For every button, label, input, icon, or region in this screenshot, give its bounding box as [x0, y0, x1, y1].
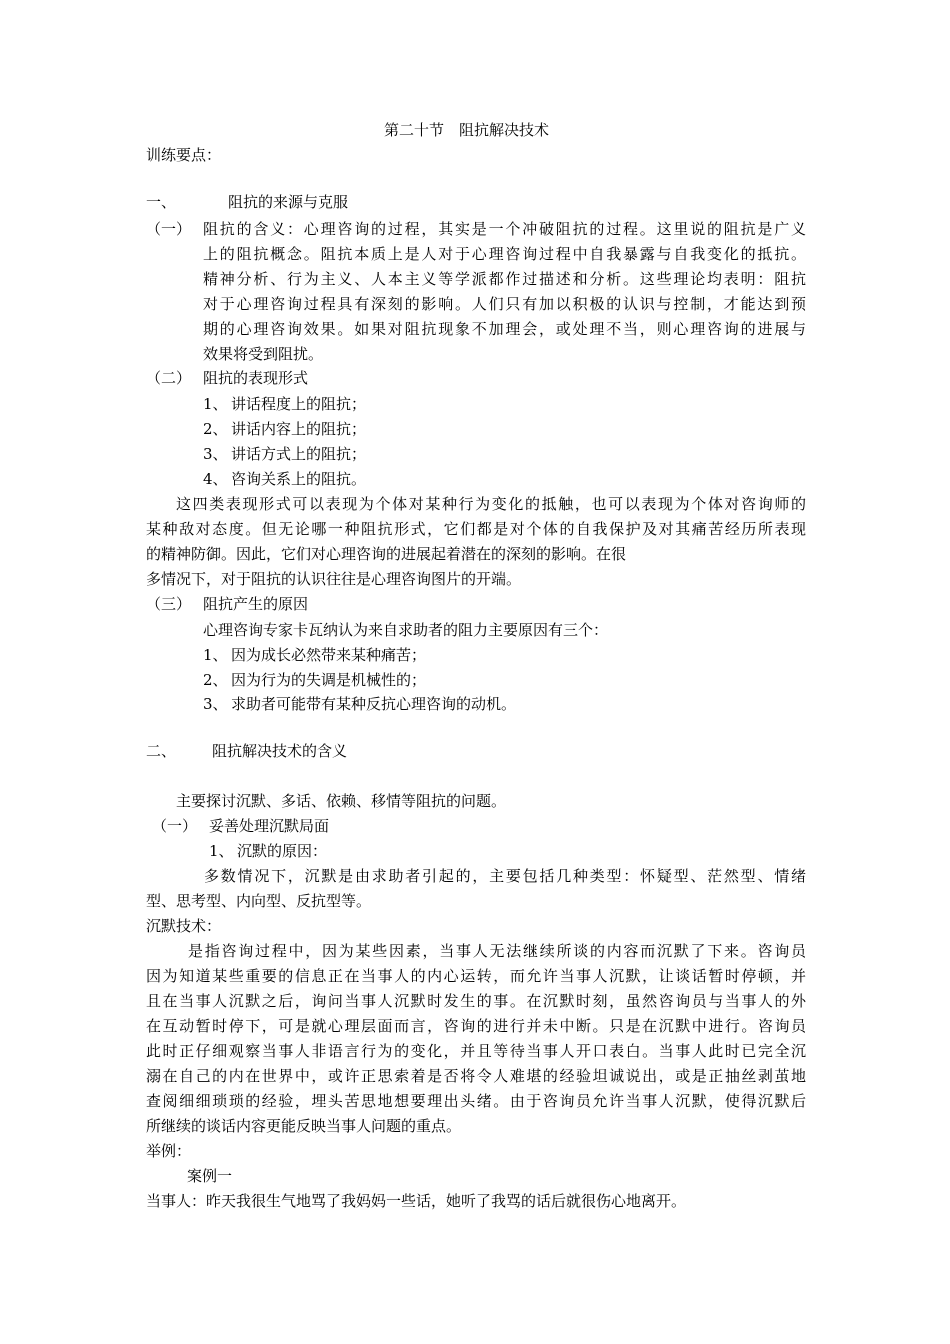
case-label: 案例一	[187, 1167, 233, 1185]
list-item-number: 1、	[209, 842, 234, 860]
paragraph-line: 某种敌对态度。但无论哪一种阻抗形式，它们都是对个体的自我保护及对其痛苦经历所表现	[146, 520, 806, 538]
subsection-2-1-number: （一）	[152, 817, 198, 835]
list-item-number: 3、	[203, 695, 228, 713]
list-item: 讲话程度上的阻抗；	[231, 395, 367, 413]
paragraph-line: 在互动暂时停下，可是就心理层面而言，咨询的进行并未中断。只是在沉默中进行。咨询员	[146, 1017, 806, 1035]
paragraph-line: 查阅细细琐琐的经验，埋头苦思地想要理出头绪。由于咨询员允许当事人沉默，使得沉默后	[146, 1092, 806, 1110]
paragraph-line: 多数情况下，沉默是由求助者引起的，主要包括几种类型：怀疑型、茫然型、情绪	[204, 867, 806, 885]
list-item: 讲话内容上的阻抗；	[231, 420, 367, 438]
paragraph-line: 型、思考型、内向型、反抗型等。	[146, 892, 372, 910]
cause-intro: 心理咨询专家卡瓦纳认为来自求助者的阻力主要原因有三个：	[203, 621, 609, 639]
list-item-number: 4、	[203, 470, 228, 488]
list-item: 求助者可能带有某种反抗心理咨询的动机。	[231, 695, 517, 713]
paragraph-line: 精神分析、行为主义、人本主义等学派都作过描述和分析。这些理论均表明：阻抗	[203, 270, 806, 288]
paragraph-line: 此时正仔细观察当事人非语言行为的变化，并且等待当事人开口表白。当事人此时已完全沉	[146, 1042, 806, 1060]
paragraph-line: 溺在自己的内在世界中，或许正思索着是否将令人难堪的经验坦诚说出，或是正抽丝剥茧地	[146, 1067, 806, 1085]
list-item: 讲话方式上的阻抗；	[231, 445, 367, 463]
list-item-number: 1、	[203, 395, 228, 413]
list-item: 因为行为的失调是机械性的；	[231, 671, 427, 689]
paragraph-line: 期的心理咨询效果。如果对阻抗现象不加理会，或处理不当，则心理咨询的进展与	[203, 320, 806, 338]
paragraph-line: 多情况下，对于阻抗的认识往往是心理咨询图片的开端。	[146, 570, 522, 588]
example-label: 举例：	[146, 1142, 192, 1160]
list-item: 沉默的原因：	[237, 842, 328, 860]
list-item: 因为成长必然带来某种痛苦；	[231, 646, 427, 664]
silence-technique-label: 沉默技术：	[146, 917, 222, 935]
case-dialogue-line: 当事人：昨天我很生气地骂了我妈妈一些话，她听了我骂的话后就很伤心地离开。	[146, 1192, 687, 1210]
list-item-number: 1、	[203, 646, 228, 664]
paragraph-line: 上的阻抗概念。阻抗本质上是人对于心理咨询过程中自我暴露与自我变化的抵抗。	[203, 245, 806, 263]
paragraph-line: 阻抗的含义：心理咨询的过程，其实是一个冲破阻抗的过程。这里说的阻抗是广义	[203, 220, 806, 238]
paragraph-line: 且在当事人沉默之后，询问当事人沉默时发生的事。在沉默时刻，虽然咨询员与当事人的外	[146, 992, 806, 1010]
list-item-number: 2、	[203, 671, 228, 689]
page-title: 第二十节 阻抗解决技术	[384, 121, 550, 139]
subsection-1-2-heading: 阻抗的表现形式	[203, 369, 309, 387]
list-item-number: 2、	[203, 420, 228, 438]
subsection-1-3-number: （三）	[146, 595, 192, 613]
paragraph-line: 因为知道某些重要的信息正在当事人的内心运转，而允许当事人沉默，让谈话暂时停顿，并	[146, 967, 806, 985]
section-2-heading: 阻抗解决技术的含义	[212, 742, 348, 760]
section-2-number: 二、	[146, 742, 177, 760]
subsection-1-1-number: （一）	[146, 220, 192, 238]
paragraph-line: 对于心理咨询过程具有深刻的影响。人们只有加以积极的认识与控制，才能达到预	[203, 295, 806, 313]
subsection-1-2-number: （二）	[146, 369, 192, 387]
subsection-2-1-heading: 妥善处理沉默局面	[209, 817, 330, 835]
section-1-number: 一、	[146, 193, 177, 211]
paragraph-line: 所继续的谈话内容更能反映当事人问题的重点。	[146, 1117, 462, 1135]
list-item: 咨询关系上的阻抗。	[231, 470, 367, 488]
paragraph-line: 的精神防御。因此，它们对心理咨询的进展起着潜在的深刻的影响。在很	[146, 545, 627, 563]
paragraph-line: 是指咨询过程中，因为某些因素，当事人无法继续所谈的内容而沉默了下来。咨询员	[188, 942, 806, 960]
subsection-1-3-heading: 阻抗产生的原因	[203, 595, 309, 613]
section-1-heading: 阻抗的来源与克服	[228, 193, 349, 211]
section-2-intro: 主要探讨沉默、多话、依赖、移情等阻抗的问题。	[176, 792, 507, 810]
training-points-label: 训练要点：	[146, 146, 222, 164]
paragraph-line: 效果将受到阻扰。	[203, 345, 324, 363]
paragraph-line: 这四类表现形式可以表现为个体对某种行为变化的抵触，也可以表现为个体对咨询师的	[176, 495, 806, 513]
list-item-number: 3、	[203, 445, 228, 463]
